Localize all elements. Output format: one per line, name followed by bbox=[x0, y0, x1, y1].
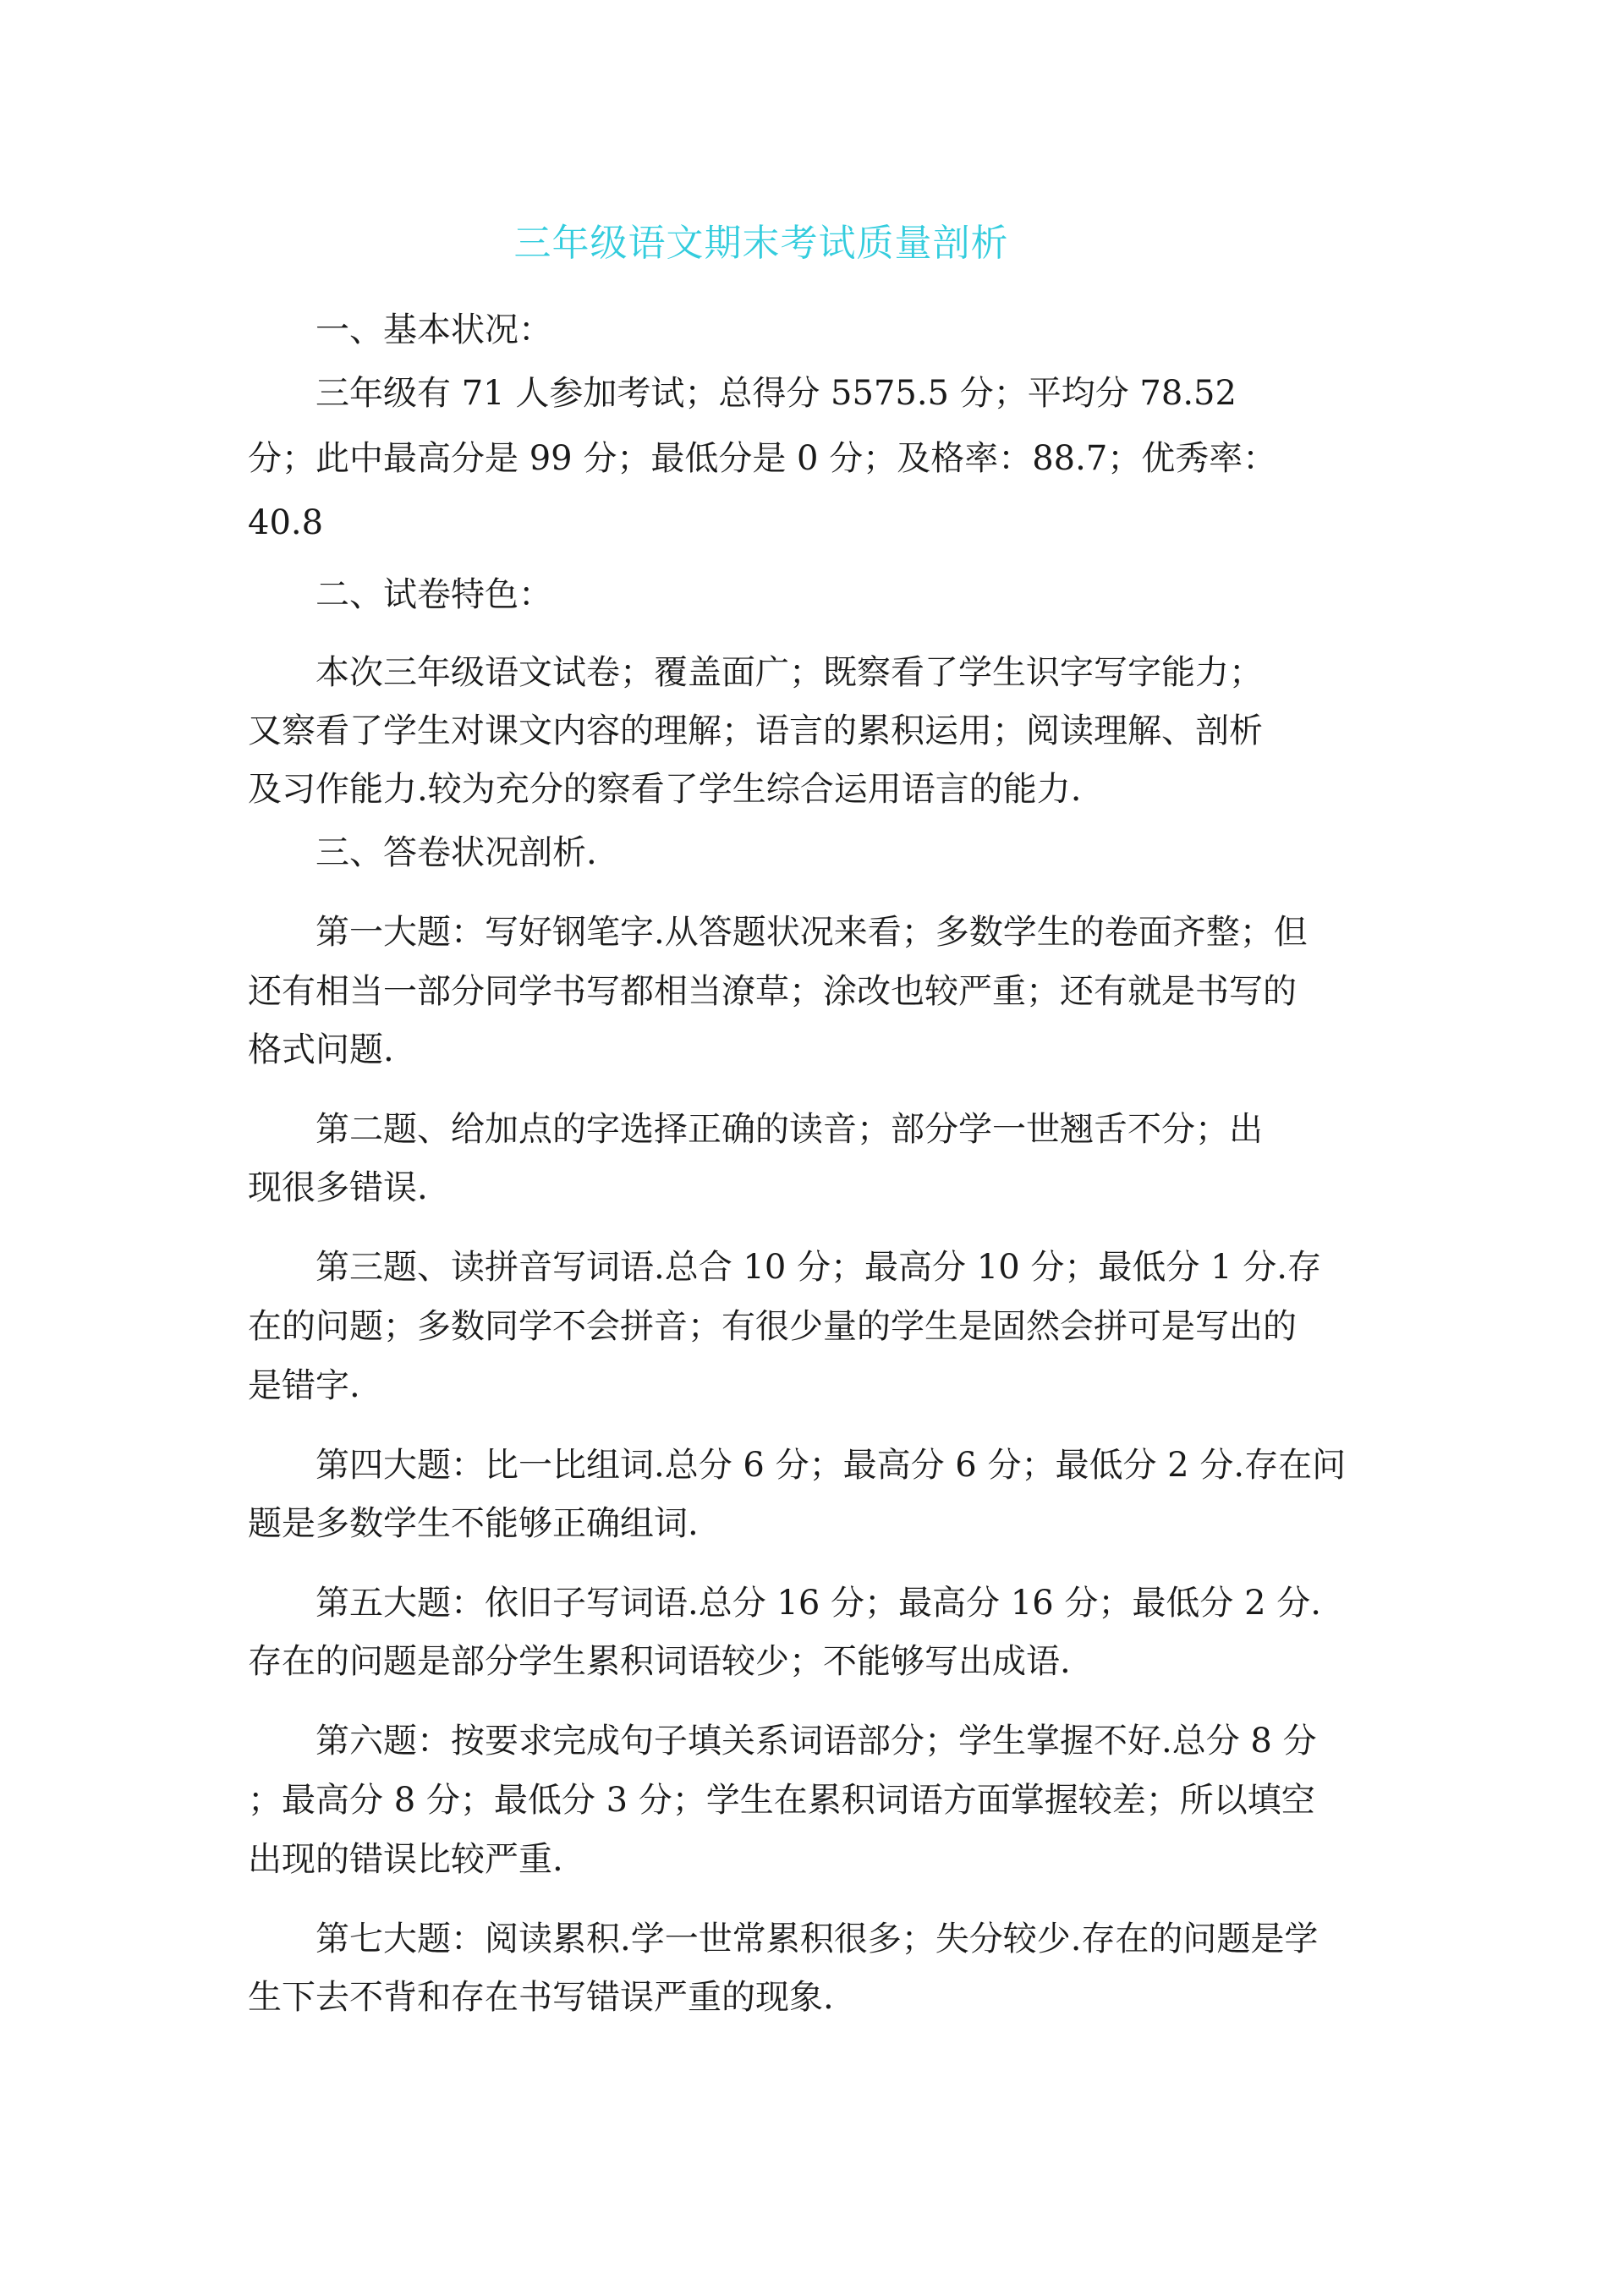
paragraph-line: 第七大题：阅读累积.学一世常累积很多；失分较少.存在的问题是学 bbox=[315, 1920, 1319, 1958]
paragraph-line: 分；此中最高分是 99 分；最低分是 0 分；及格率：88.7；优秀率： bbox=[248, 439, 1277, 478]
paragraph-line: 第一大题：写好钢笔字.从答题状况来看；多数学生的卷面齐整；但 bbox=[315, 913, 1308, 952]
paragraph-line: 40.8 bbox=[248, 503, 324, 542]
paragraph-line: 第三题、读拼音写词语.总合 10 分；最高分 10 分；最低分 1 分.存 bbox=[315, 1248, 1321, 1287]
section-heading-basic: 一、基本状况： bbox=[315, 310, 552, 349]
paragraph-line: ；最高分 8 分；最低分 3 分；学生在累积词语方面掌握较差；所以填空 bbox=[248, 1781, 1315, 1820]
paragraph-line: 格式问题. bbox=[248, 1030, 394, 1069]
paragraph-line: 三年级有 71 人参加考试；总得分 5575.5 分；平均分 78.52 bbox=[315, 374, 1237, 413]
paragraph-line: 第二题、给加点的字选择正确的读音；部分学一世翘舌不分；出 bbox=[315, 1110, 1263, 1149]
paragraph-line: 生下去不背和存在书写错误严重的现象. bbox=[248, 1978, 834, 2017]
paragraph-line: 出现的错误比较严重. bbox=[248, 1840, 563, 1879]
paragraph-line: 本次三年级语文试卷；覆盖面广；既察看了学生识字写字能力； bbox=[315, 653, 1263, 692]
document-title: 三年级语文期末考试质量剖析 bbox=[513, 222, 1009, 265]
paragraph-line: 第五大题：依旧子写词语.总分 16 分；最高分 16 分；最低分 2 分. bbox=[315, 1584, 1321, 1623]
paragraph-line: 现很多错误. bbox=[248, 1168, 428, 1207]
paragraph-line: 在的问题；多数同学不会拼音；有很少量的学生是固然会拼可是写出的 bbox=[248, 1307, 1297, 1346]
section-heading-features: 二、试卷特色： bbox=[315, 575, 552, 614]
paragraph-line: 又察看了学生对课文内容的理解；语言的累积运用；阅读理解、剖析 bbox=[248, 711, 1263, 750]
paragraph-line: 题是多数学生不能够正确组词. bbox=[248, 1504, 699, 1543]
paragraph-line: 第六题：按要求完成句子填关系词语部分；学生掌握不好.总分 8 分 bbox=[315, 1722, 1317, 1760]
section-heading-analysis: 三、答卷状况剖析. bbox=[315, 833, 597, 872]
paragraph-line: 是错字. bbox=[248, 1366, 360, 1405]
paragraph-line: 存在的问题是部分学生累积词语较少；不能够写出成语. bbox=[248, 1642, 1071, 1681]
paragraph-line: 还有相当一部分同学书写都相当潦草；涂改也较严重；还有就是书写的 bbox=[248, 972, 1297, 1011]
paragraph-line: 第四大题：比一比组词.总分 6 分；最高分 6 分；最低分 2 分.存在问 bbox=[315, 1446, 1347, 1485]
paragraph-line: 及习作能力.较为充分的察看了学生综合运用语言的能力. bbox=[248, 770, 1082, 809]
